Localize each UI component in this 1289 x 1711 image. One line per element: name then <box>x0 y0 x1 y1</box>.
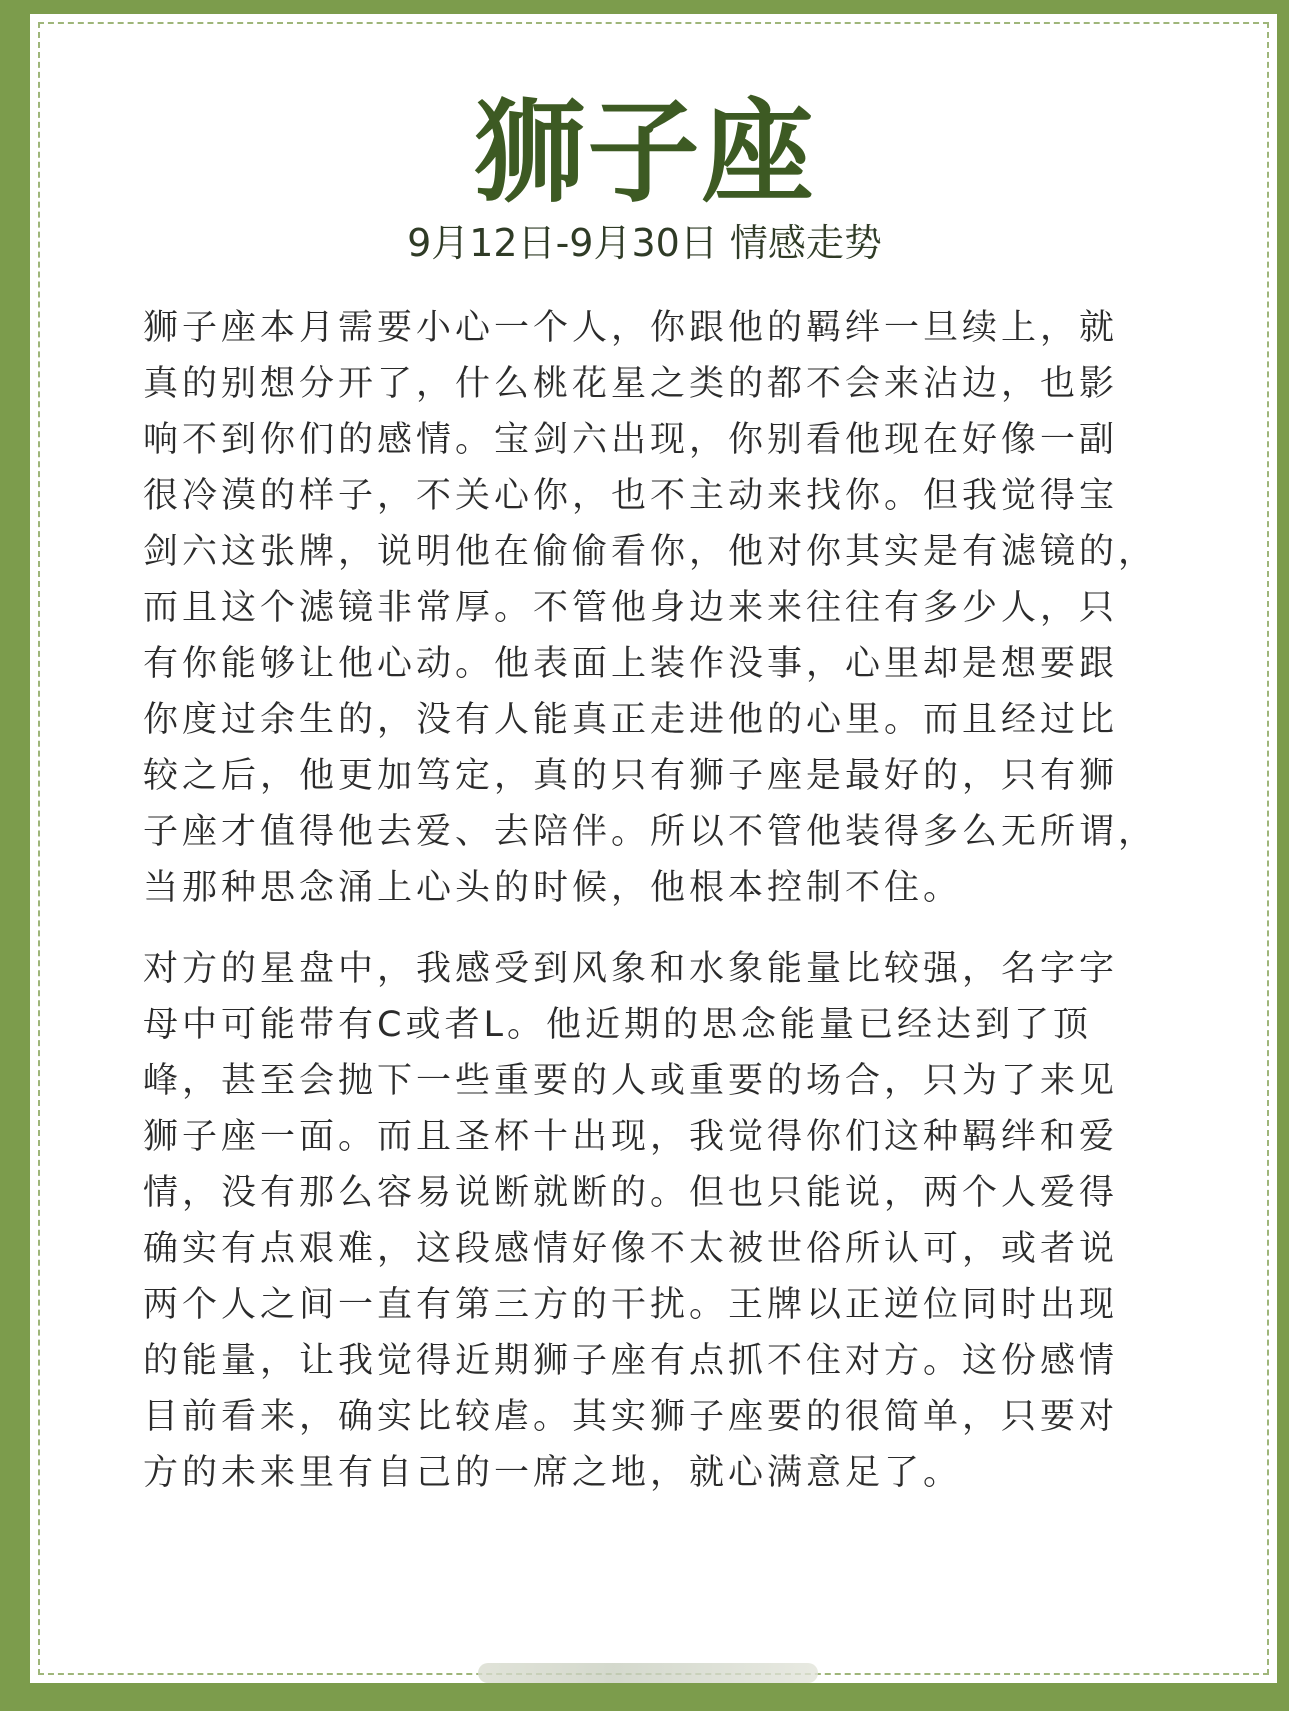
text-line: 确实有点艰难，这段感情好像不太被世俗所认可，或者说 <box>143 1229 1119 1269</box>
text-line: 有你能够让他心动。他表面上装作没事，心里却是想要跟 <box>143 644 1119 684</box>
text-line: 剑六这张牌，说明他在偷偷看你，他对你其实是有滤镜的， <box>143 532 1158 572</box>
text-line: 你度过余生的，没有人能真正走进他的心里。而且经过比 <box>143 700 1119 740</box>
paragraph-1 <box>143 300 1193 916</box>
text-line: 狮子座一面。而且圣杯十出现，我觉得你们这种羁绊和爱 <box>143 1117 1119 1157</box>
text-line: 真的别想分开了，什么桃花星之类的都不会来沾边，也影 <box>143 364 1119 404</box>
text-line: 较之后，他更加笃定，真的只有狮子座是最好的，只有狮 <box>143 756 1119 796</box>
text-line: 方的未来里有自己的一席之地，就心满意足了。 <box>143 1453 963 1493</box>
text-line: 当那种思念涌上心头的时候，他根本控制不住。 <box>143 868 963 908</box>
text-line: 母中可能带有C或者L。他近期的思念能量已经达到了顶 <box>143 1005 1092 1045</box>
text-line: 狮子座本月需要小心一个人，你跟他的羁绊一旦续上，就 <box>143 308 1119 348</box>
text-line: 响不到你们的感情。宝剑六出现，你别看他现在好像一副 <box>143 420 1119 460</box>
text-line: 两个人之间一直有第三方的干扰。王牌以正逆位同时出现 <box>143 1285 1119 1325</box>
text-line: 的能量，让我觉得近期狮子座有点抓不住对方。这份感情 <box>143 1341 1119 1381</box>
text-line: 情，没有那么容易说断就断的。但也只能说，两个人爱得 <box>143 1173 1119 1213</box>
page-subtitle: 9月12日-9月30日 情感走势 <box>407 221 882 265</box>
text-line: 对方的星盘中，我感受到风象和水象能量比较强，名字字 <box>143 949 1119 989</box>
text-line: 峰，甚至会抛下一些重要的人或重要的场合，只为了来见 <box>143 1061 1119 1101</box>
text-line: 目前看来，确实比较虐。其实狮子座要的很简单，只要对 <box>143 1397 1119 1437</box>
text-line: 而且这个滤镜非常厚。不管他身边来来往往有多少人，只 <box>143 588 1119 628</box>
text-line: 很冷漠的样子，不关心你，也不主动来找你。但我觉得宝 <box>143 476 1119 516</box>
blurred-watermark <box>478 1663 818 1683</box>
text-line: 子座才值得他去爱、去陪伴。所以不管他装得多么无所谓， <box>143 812 1158 852</box>
paragraph-2 <box>143 941 1193 1501</box>
page-title: 狮子座 <box>473 87 816 218</box>
